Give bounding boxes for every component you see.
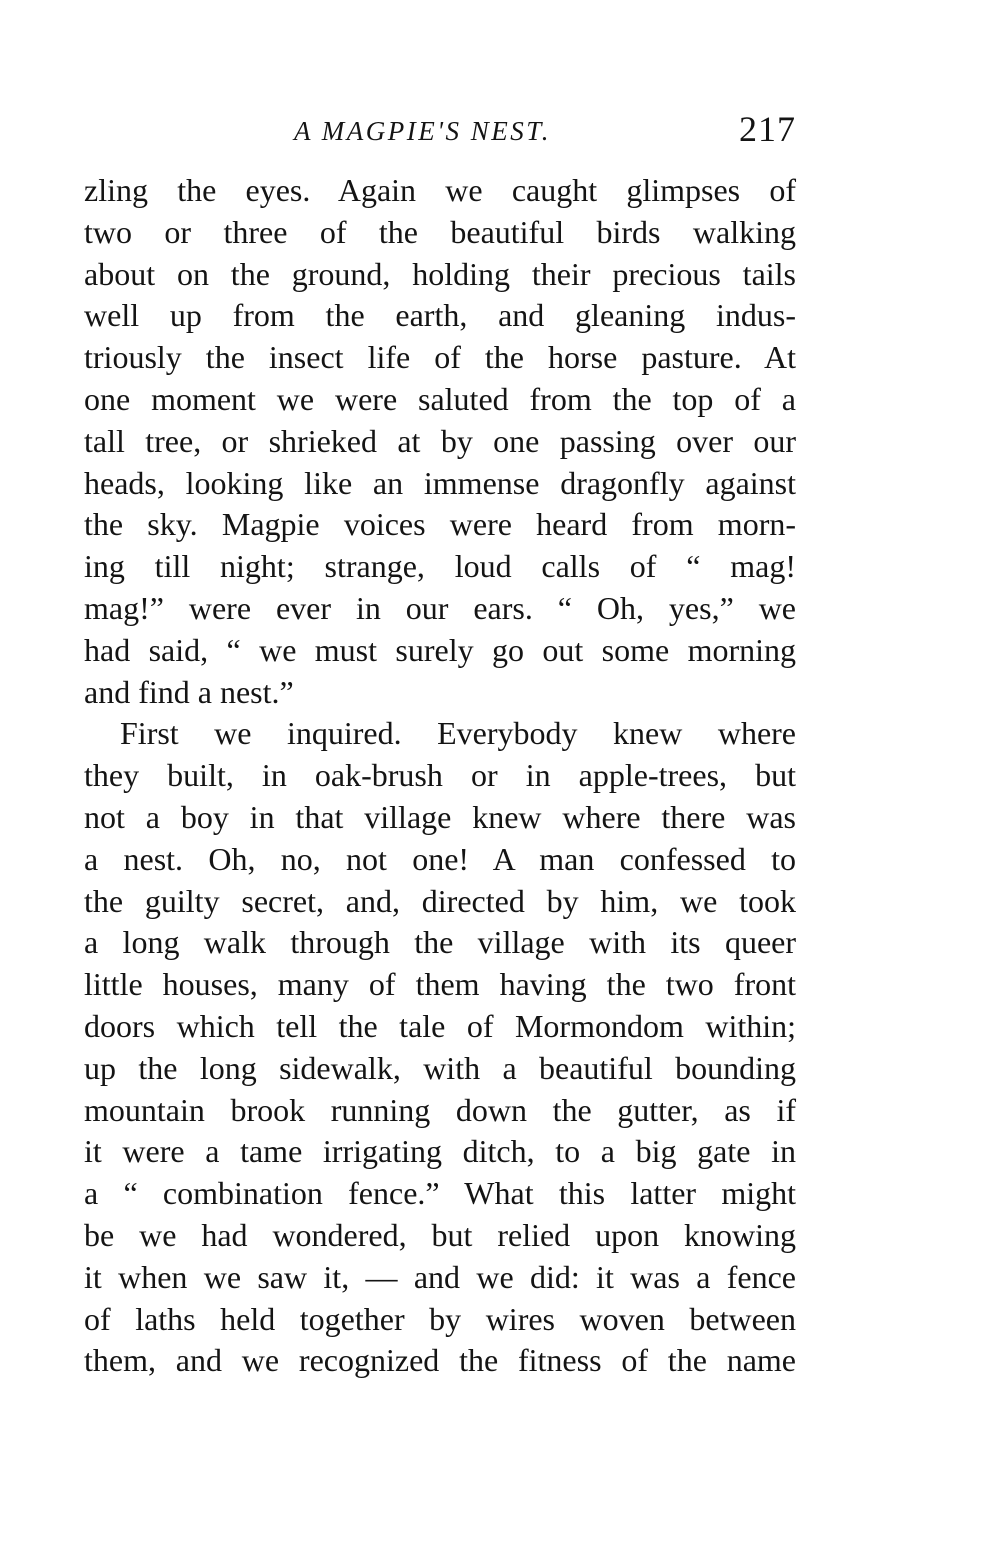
text-line: mag!” were ever in our ears. “ Oh, yes,” we: [84, 589, 796, 626]
text-line: up the long sidewalk, with a beautiful bounding: [84, 1049, 796, 1086]
text-line: they built, in oak-brush or in apple-trees, but: [84, 757, 796, 794]
text-line: heads, looking like an immense dragonfly against: [84, 464, 796, 501]
text-line: them, and we recognized the fitness of the name: [84, 1342, 796, 1379]
text-line: mountain brook running down the gutter, as if: [84, 1091, 796, 1128]
text-line: a nest. Oh, no, not one! A man confessed to: [84, 840, 796, 877]
body-text: [84, 170, 796, 1382]
text-line: it when we saw it, — and we did: it was a fence: [84, 1258, 796, 1295]
text-line: it were a tame irrigating ditch, to a big gate in: [84, 1133, 796, 1170]
text-line: had said, “ we must surely go out some morning: [84, 631, 796, 668]
text-line: and find a nest.”: [84, 673, 294, 710]
text-line: well up from the earth, and gleaning indus-: [84, 297, 796, 334]
text-line: not a boy in that village knew where there was: [84, 798, 796, 835]
text-line: zling the eyes. Again we caught glimpses of: [84, 172, 796, 208]
text-line: a “ combination fence.” What this latter might: [84, 1175, 796, 1212]
paragraph-1: [84, 170, 796, 713]
text-line: triously the insect life of the horse pasture. At: [84, 339, 796, 376]
text-line: First we inquired. Everybody knew where: [120, 715, 796, 752]
text-line: one moment we were saluted from the top of a: [84, 380, 796, 417]
running-title: A MAGPIE'S NEST.: [294, 116, 552, 146]
text-line: ing till night; strange, loud calls of “ mag!: [84, 548, 796, 585]
text-line: the guilty secret, and, directed by him, we took: [84, 882, 796, 919]
text-line: of laths held together by wires woven between: [84, 1300, 796, 1337]
text-line: about on the ground, holding their precious tails: [84, 255, 796, 292]
running-head: [84, 108, 796, 158]
page-number: 217: [739, 109, 796, 149]
text-line: two or three of the beautiful birds walking: [84, 213, 796, 250]
text-line: a long walk through the village with its queer: [84, 924, 796, 961]
text-line: doors which tell the tale of Mormondom within;: [84, 1007, 796, 1044]
text-line: little houses, many of them having the two front: [84, 966, 796, 1003]
paragraph-2: [84, 713, 796, 1382]
text-line: tall tree, or shrieked at by one passing over our: [84, 422, 796, 459]
text-line: the sky. Magpie voices were heard from morn-: [84, 506, 796, 543]
text-line: be we had wondered, but relied upon knowing: [84, 1216, 796, 1253]
